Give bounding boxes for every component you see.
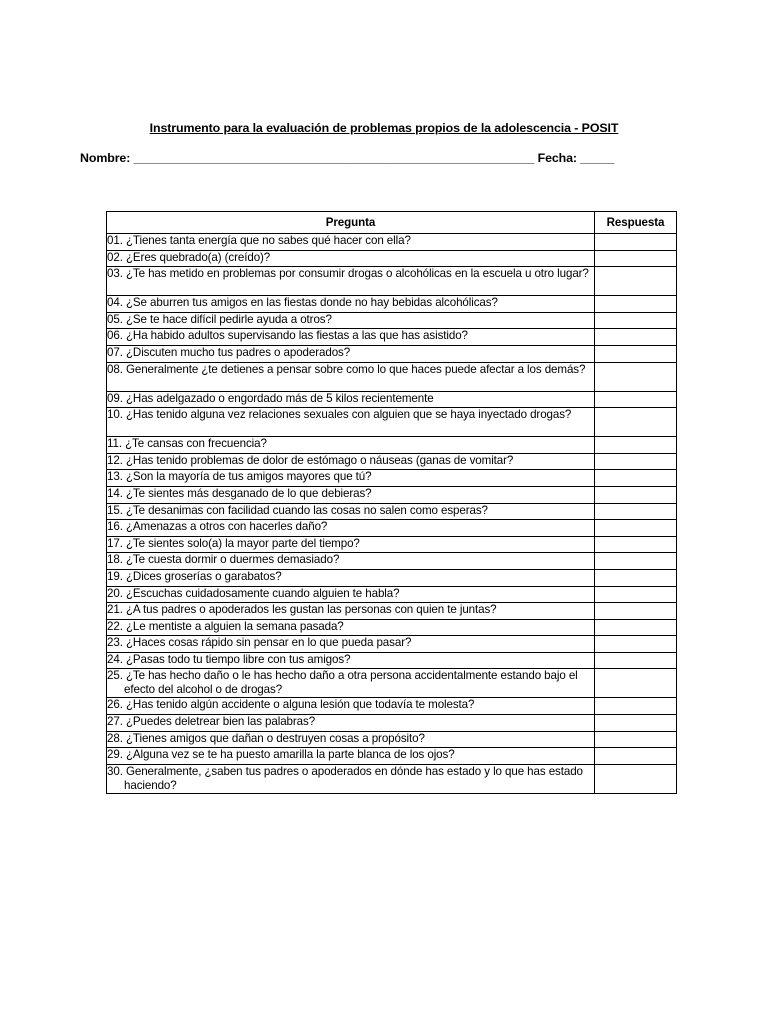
- question-text: 11. ¿Te cansas con frecuencia?: [107, 437, 267, 451]
- table-row: [107, 345, 677, 362]
- question-text: 23. ¿Haces cosas rápido sin pensar en lo que pueda pasar?: [107, 636, 412, 650]
- question-text: 07. ¿Discuten mucho tus padres o apoderados?: [107, 345, 351, 359]
- answer-cell[interactable]: [595, 536, 677, 553]
- answer-cell[interactable]: [595, 362, 677, 391]
- question-text: 14. ¿Te sientes más desganado de lo que debieras?: [107, 486, 372, 500]
- table-header-row: [107, 212, 677, 234]
- table-row: [107, 748, 677, 765]
- table-row: [107, 731, 677, 748]
- answer-cell[interactable]: [595, 345, 677, 362]
- question-text: 26. ¿Has tenido algún accidente o alguna lesión que todavía te molesta?: [107, 698, 475, 712]
- question-text: 10. ¿Has tenido alguna vez relaciones sexuales con alguien que se haya inyectado drogas?: [107, 408, 572, 422]
- question-cell: [107, 250, 595, 267]
- question-cell: [107, 329, 595, 346]
- table-row: [107, 603, 677, 620]
- header-question: Pregunta: [107, 212, 595, 234]
- question-cell: [107, 391, 595, 408]
- table-row: [107, 470, 677, 487]
- table-row: [107, 536, 677, 553]
- answer-cell[interactable]: [595, 586, 677, 603]
- question-text: 21. ¿A tus padres o apoderados les gustan las personas con quien te juntas?: [107, 603, 497, 617]
- answer-cell[interactable]: [595, 619, 677, 636]
- question-text: 02. ¿Eres quebrado(a) (creído)?: [107, 250, 271, 264]
- answer-cell[interactable]: [595, 698, 677, 715]
- question-cell: [107, 603, 595, 620]
- question-cell: [107, 296, 595, 313]
- question-text: 05. ¿Se te hace difícil pedirle ayuda a otros?: [107, 312, 332, 326]
- answer-cell[interactable]: [595, 553, 677, 570]
- table-row: [107, 652, 677, 669]
- table-row: [107, 715, 677, 732]
- question-text: 24. ¿Pasas todo tu tiempo libre con tus amigos?: [107, 652, 351, 666]
- question-cell: [107, 486, 595, 503]
- table-row: [107, 250, 677, 267]
- answer-cell[interactable]: [595, 312, 677, 329]
- question-text: 30. Generalmente, ¿saben tus padres o apoderados en dónde has estado y lo que has estado haciendo?: [107, 764, 583, 792]
- answer-cell[interactable]: [595, 652, 677, 669]
- table-row: [107, 312, 677, 329]
- question-cell: [107, 234, 595, 251]
- answer-cell[interactable]: [595, 520, 677, 537]
- table-row: [107, 453, 677, 470]
- question-cell: [107, 569, 595, 586]
- question-cell: [107, 748, 595, 765]
- question-cell: [107, 453, 595, 470]
- question-cell: [107, 619, 595, 636]
- question-text: 29. ¿Alguna vez se te ha puesto amarilla la parte blanca de los ojos?: [107, 748, 455, 762]
- table-row: [107, 636, 677, 653]
- answer-cell[interactable]: [595, 234, 677, 251]
- answer-cell[interactable]: [595, 486, 677, 503]
- answer-cell[interactable]: [595, 391, 677, 408]
- question-cell: [107, 764, 595, 793]
- question-cell: [107, 362, 595, 391]
- question-cell: [107, 652, 595, 669]
- question-cell: [107, 470, 595, 487]
- name-date-line: Nombre: ___________________________________________________________ Fecha: _____: [80, 151, 615, 165]
- question-text: 20. ¿Escuchas cuidadosamente cuando alguien te habla?: [107, 586, 400, 600]
- question-cell: [107, 520, 595, 537]
- question-cell: [107, 586, 595, 603]
- table-row: [107, 486, 677, 503]
- question-text: 08. Generalmente ¿te detienes a pensar sobre como lo que haces puede afectar a los demás?: [107, 362, 586, 376]
- question-text: 09. ¿Has adelgazado o engordado más de 5 kilos recientemente: [107, 391, 434, 405]
- question-text: 13. ¿Son la mayoría de tus amigos mayores que tú?: [107, 470, 372, 484]
- answer-cell[interactable]: [595, 329, 677, 346]
- question-text: 28. ¿Tienes amigos que dañan o destruyen cosas a propósito?: [107, 731, 425, 745]
- answer-cell[interactable]: [595, 503, 677, 520]
- table-row: [107, 391, 677, 408]
- question-text: 22. ¿Le mentiste a alguien la semana pasada?: [107, 619, 344, 633]
- answer-cell[interactable]: [595, 569, 677, 586]
- table-row: [107, 296, 677, 313]
- answer-cell[interactable]: [595, 636, 677, 653]
- table-row: [107, 569, 677, 586]
- header-answer: Respuesta: [595, 212, 677, 234]
- answer-cell[interactable]: [595, 437, 677, 454]
- question-cell: [107, 698, 595, 715]
- question-text: 15. ¿Te desanimas con facilidad cuando las cosas no salen como esperas?: [107, 503, 488, 517]
- answer-cell[interactable]: [595, 731, 677, 748]
- question-text: 06. ¿Ha habido adultos supervisando las fiestas a las que has asistido?: [107, 329, 468, 343]
- answer-cell[interactable]: [595, 603, 677, 620]
- question-cell: [107, 312, 595, 329]
- answer-cell[interactable]: [595, 764, 677, 793]
- question-cell: [107, 536, 595, 553]
- table-row: [107, 329, 677, 346]
- answer-cell[interactable]: [595, 715, 677, 732]
- answer-cell[interactable]: [595, 267, 677, 296]
- table-row: [107, 553, 677, 570]
- question-text: 25. ¿Te has hecho daño o le has hecho daño a otra persona accidentalmente estando bajo el efecto del alcohol o de drogas?: [107, 669, 578, 697]
- question-cell: [107, 553, 595, 570]
- question-text: 12. ¿Has tenido problemas de dolor de estómago o náuseas (ganas de vomitar?: [107, 453, 514, 467]
- question-cell: [107, 503, 595, 520]
- answer-cell[interactable]: [595, 296, 677, 313]
- answer-cell[interactable]: [595, 669, 677, 698]
- table-row: [107, 503, 677, 520]
- question-text: 17. ¿Te sientes solo(a) la mayor parte del tiempo?: [107, 536, 360, 550]
- question-text: 19. ¿Dices groserías o garabatos?: [107, 569, 282, 583]
- question-cell: [107, 408, 595, 437]
- table-row: [107, 234, 677, 251]
- table-row: [107, 764, 677, 793]
- question-cell: [107, 669, 595, 698]
- table-row: [107, 698, 677, 715]
- question-cell: [107, 715, 595, 732]
- question-cell: [107, 267, 595, 296]
- answer-cell[interactable]: [595, 470, 677, 487]
- question-text: 18. ¿Te cuesta dormir o duermes demasiado?: [107, 553, 340, 567]
- table-row: [107, 619, 677, 636]
- question-text: 04. ¿Se aburren tus amigos en las fiestas donde no hay bebidas alcohólicas?: [107, 296, 498, 310]
- question-text: 01. ¿Tienes tanta energía que no sabes qué hacer con ella?: [107, 234, 411, 247]
- answer-cell[interactable]: [595, 250, 677, 267]
- questions-table: [106, 211, 677, 794]
- question-cell: [107, 731, 595, 748]
- question-cell: [107, 345, 595, 362]
- answer-cell[interactable]: [595, 453, 677, 470]
- table-row: [107, 586, 677, 603]
- question-text: 03. ¿Te has metido en problemas por consumir drogas o alcohólicas en la escuela u otro lugar?: [107, 267, 589, 281]
- document-title: Instrumento para la evaluación de problemas propios de la adolescencia - POSIT: [149, 121, 619, 135]
- question-cell: [107, 636, 595, 653]
- table-row: [107, 437, 677, 454]
- table-row: [107, 267, 677, 296]
- answer-cell[interactable]: [595, 408, 677, 437]
- table-row: [107, 408, 677, 437]
- question-cell: [107, 437, 595, 454]
- table-row: [107, 362, 677, 391]
- question-text: 27. ¿Puedes deletrear bien las palabras?: [107, 715, 316, 729]
- table-row: [107, 669, 677, 698]
- answer-cell[interactable]: [595, 748, 677, 765]
- table-row: [107, 520, 677, 537]
- question-text: 16. ¿Amenazas a otros con hacerles daño?: [107, 520, 328, 534]
